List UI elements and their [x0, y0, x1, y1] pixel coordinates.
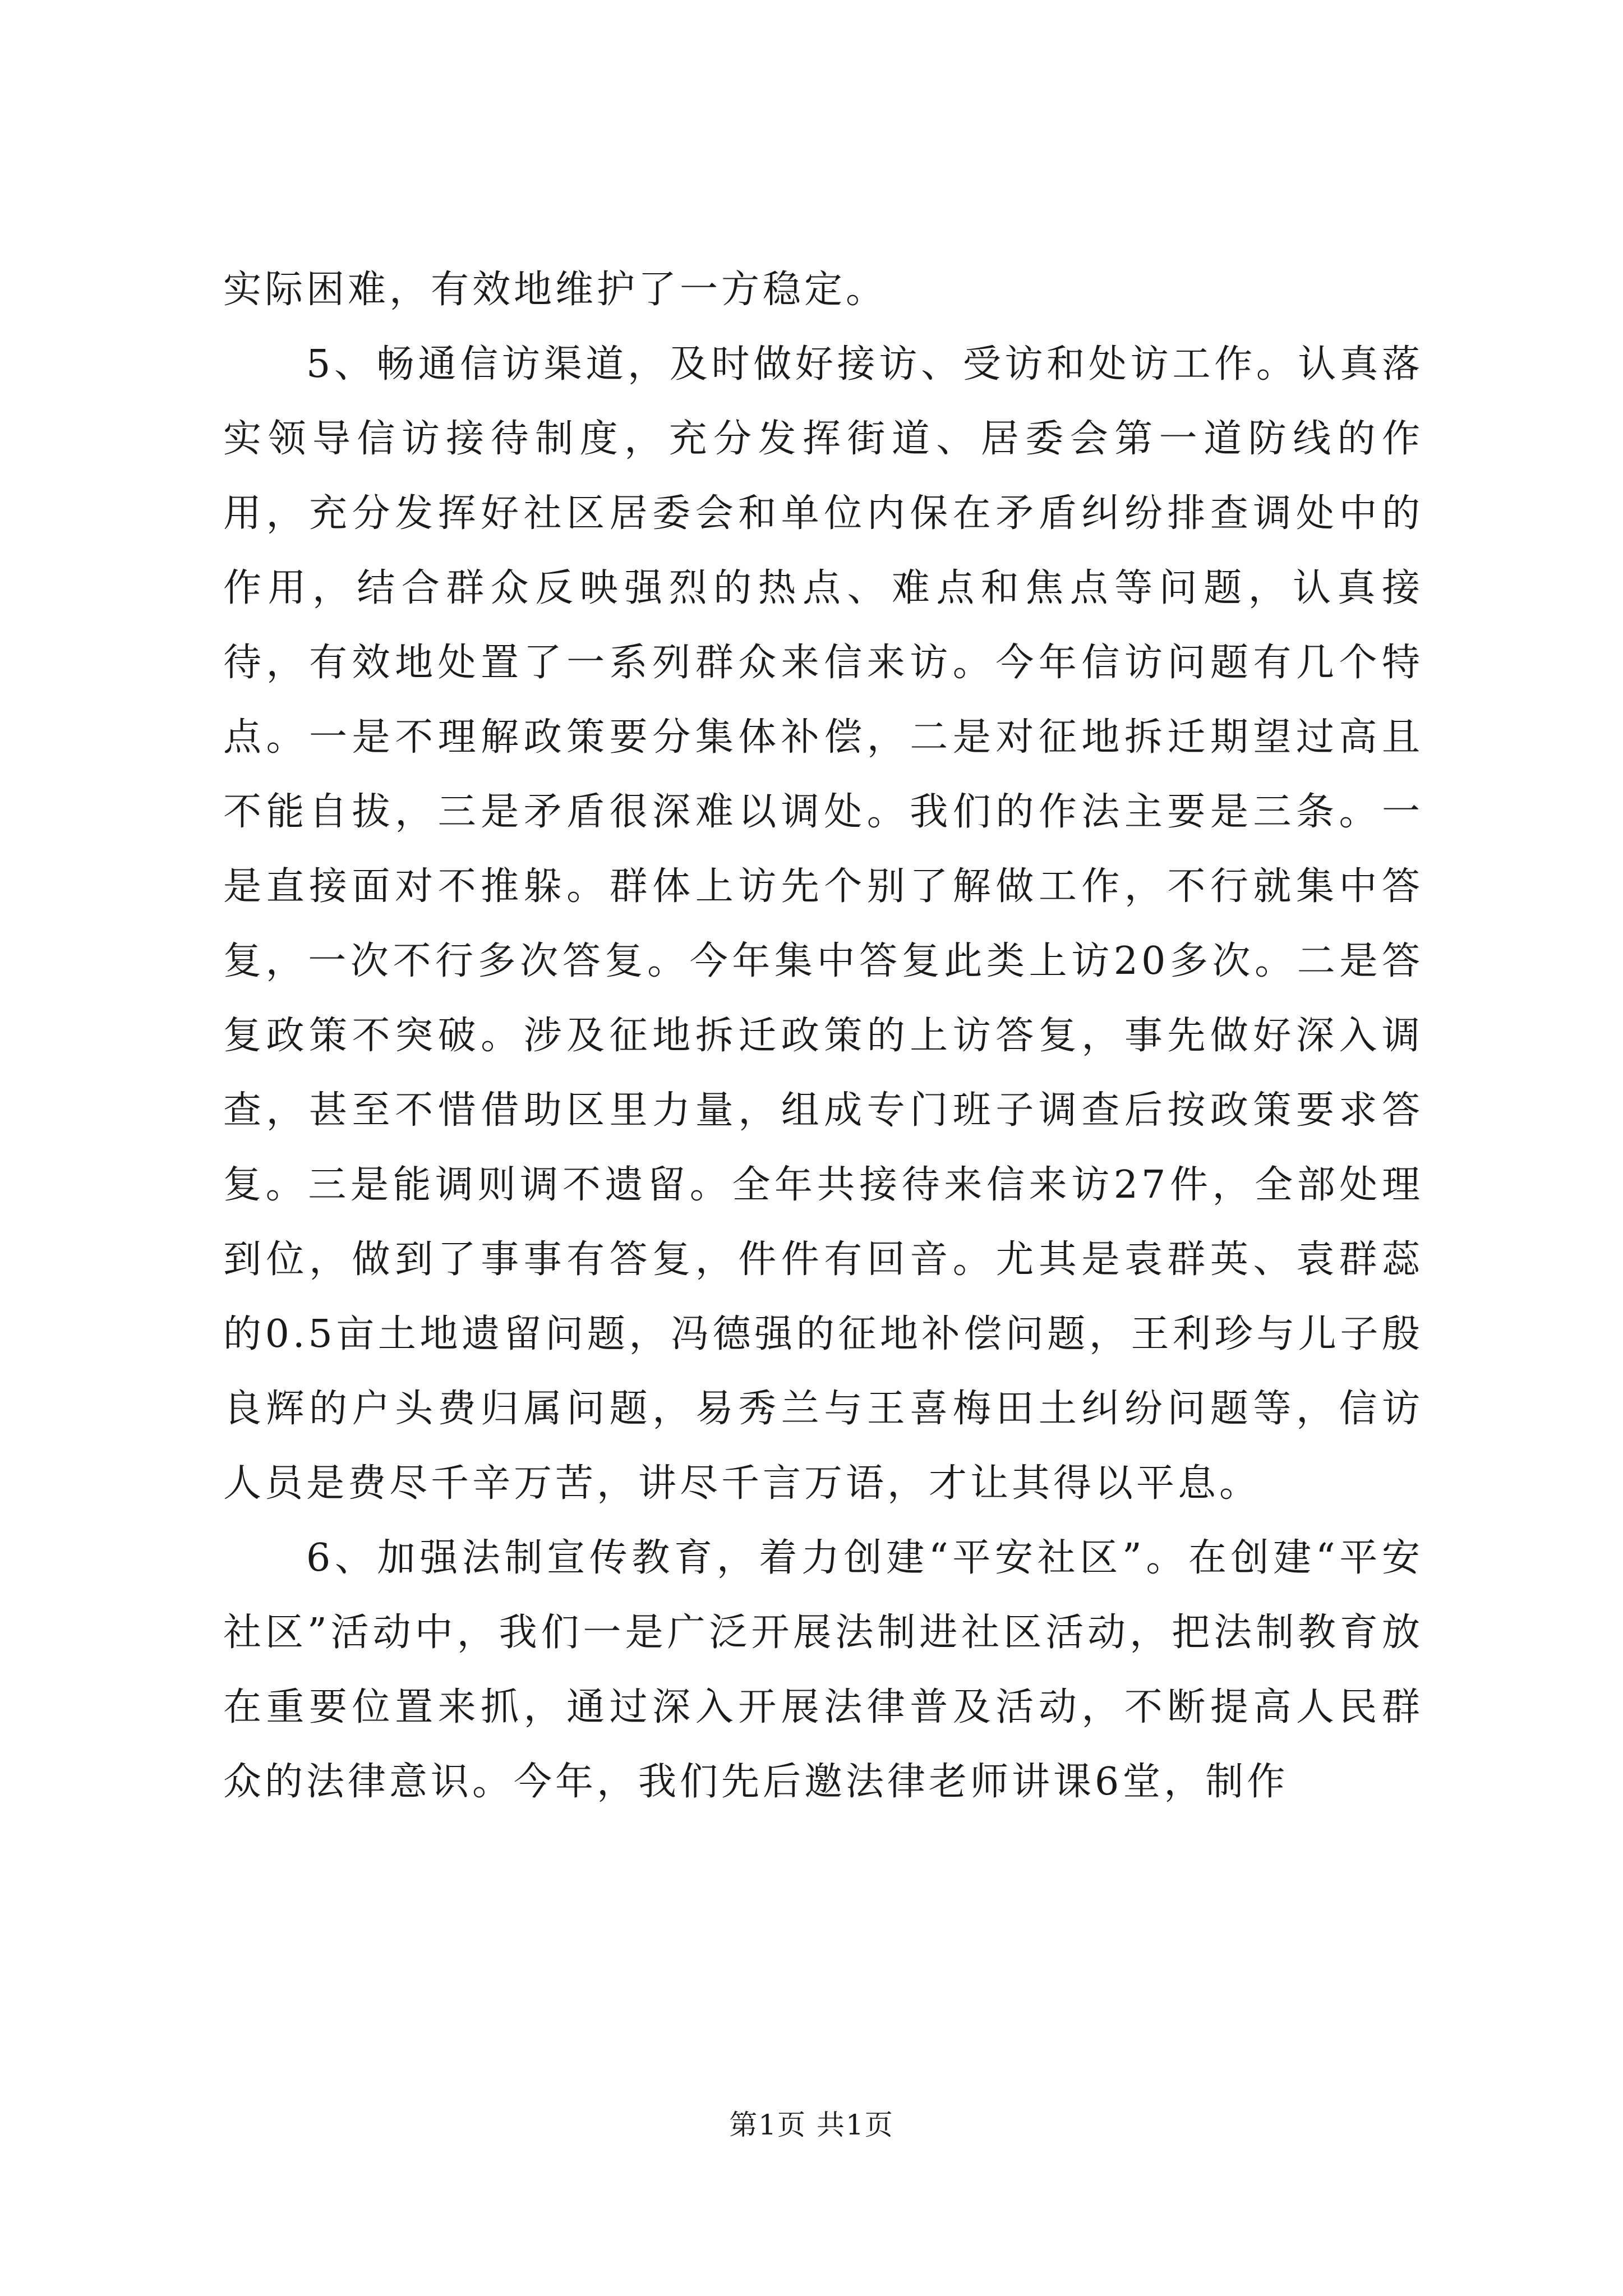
document-body	[223, 252, 1423, 1819]
paragraph-petition-channels: 5、畅通信访渠道，及时做好接访、受访和处访工作。认真落实领导信访接待制度，充分发挥街道、居委会第一道防线的作用，充分发挥好社区居委会和单位内保在矛盾纠纷排查调处中的作用，结合群众反映强烈的热点、难点和焦点等问题，认真接待，有效地处置了一系列群众来信来访。今年信访问题有几个特点。一是不理解政策要分集体补偿，二是对征地拆迁期望过高且不能自拔，三是矛盾很深难以调处。我们的作法主要是三条。一是直接面对不推躲。群体上访先个别了解做工作，不行就集中答复，一次不行多次答复。今年集中答复此类上访20多次。二是答复政策不突破。涉及征地拆迁政策的上访答复，事先做好深入调查，甚至不惜借助区里力量，组成专门班子调查后按政策要求答复。三是能调则调不遗留。全年共接待来信来访27件，全部处理到位，做到了事事有答复，件件有回音。尤其是袁群英、袁群蕊的0.5亩土地遗留问题，冯德强的征地补偿问题，王利珍与儿子殷良辉的户头费归属问题，易秀兰与王喜梅田土纠纷问题等，信访人员是费尽千辛万苦，讲尽千言万语，才让其得以平息。	[223, 342, 1423, 1506]
paragraph-legal-education: 6、加强法制宣传教育，着力创建“平安社区”。在创建“平安社区”活动中，我们一是广泛开展法制进社区活动，把法制教育放在重要位置来抓，通过深入开展法律普及活动，不断提高人民群众的法律意识。今年，我们先后邀法律老师讲课6堂，制作	[223, 1536, 1423, 1804]
page-footer: 第1页 共1页	[729, 2109, 894, 2141]
paragraph-continuation: 实际困难，有效地维护了一方稳定。	[223, 268, 888, 312]
